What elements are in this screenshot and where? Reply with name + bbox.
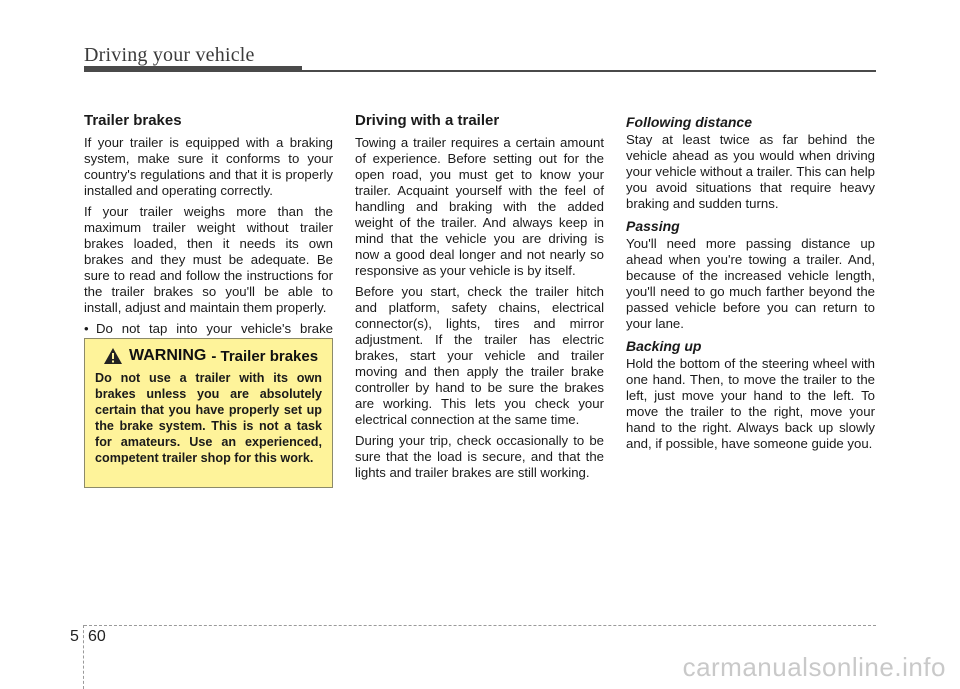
header-rule-thick (84, 66, 302, 72)
subheading-following-distance: Following distance (626, 114, 753, 130)
paragraph: Stay at least twice as far behind the vehicle ahead as you would when driving your vehicle without a trailer. This can help you avoid situations that require heavy braking and sudden turns. (626, 132, 875, 211)
bullet-icon: • (84, 321, 89, 336)
paragraph: During your trip, check occasionally to be sure that the load is secure, and that the lights and trailer brakes are still working. (355, 433, 604, 480)
subheading-backing-up: Backing up (626, 338, 702, 354)
column-driving-with-trailer (355, 108, 604, 486)
warning-box (84, 338, 333, 488)
paragraph: Towing a trailer requires a certain amount of experience. Before setting out for the open road, you must get to know your trailer. Acquaint yourself with the feel of handling and braking with the added weight of the trailer. And always keep in mind that the vehicle you are driving is now a good deal longer and not nearly so responsive as your vehicle is by itself. (355, 135, 604, 278)
warning-subtitle: - Trailer brakes (211, 347, 319, 365)
warning-label: WARNING (129, 347, 207, 364)
paragraph: You'll need more passing distance up ahead when you're towing a trailer. And, because of the increased vehicle length, you'll need to go much farther beyond the passed vehicle before you can return to your lane. (626, 236, 875, 331)
section-heading-driving-with-trailer: Driving with a trailer (355, 112, 500, 129)
bullet-text: Do not tap into your vehicle's brake (96, 321, 333, 336)
footer-rule (84, 625, 876, 626)
section-heading-trailer-brakes: Trailer brakes (84, 112, 182, 129)
header-rule-thin (302, 70, 876, 72)
watermark: carmanualsonline.info (682, 652, 946, 682)
subheading-passing: Passing (626, 218, 680, 234)
paragraph: If your trailer weighs more than the maximum trailer weight without trailer brakes loaded, then it needs its own brakes and they must be adequate. Be sure to read and follow the instructions for the trailer brakes so you'll be able to install, adjust and maintain them properly. (84, 204, 333, 315)
column-driving-tips (626, 108, 875, 457)
paragraph: Before you start, check the trailer hitch and platform, safety chains, electrical connector(s), lights, tires and mirror adjustment. If the trailer has electric brakes, start your vehicle and trailer moving and then apply the trailer brake controller by hand to be sure the brakes are working. This lets you check your electrical connection at the same time. (355, 284, 604, 427)
footer-divider (83, 625, 84, 689)
page-header-title: Driving your vehicle (84, 44, 255, 66)
warning-text: Do not use a trailer with its own brakes unless you are absolutely certain that you have properly set up the brake system. This is not a task for amateurs. Use an experienced, competent trailer shop for this work. (95, 371, 322, 465)
column-trailer-brakes (84, 108, 333, 358)
warning-triangle-icon (103, 347, 123, 365)
page-number: 60 (88, 628, 106, 645)
warning-header (103, 347, 322, 365)
chapter-number: 5 (70, 628, 79, 645)
paragraph: Hold the bottom of the steering wheel with one hand. Then, to move the trailer to the left, just move your hand to the left. To move the trailer to the right, move your hand to the right. Always back up slowly and, if possible, have someone guide you. (626, 356, 875, 451)
paragraph: If your trailer is equipped with a braking system, make sure it conforms to your country's regulations and that it is properly installed and operating correctly. (84, 135, 333, 198)
